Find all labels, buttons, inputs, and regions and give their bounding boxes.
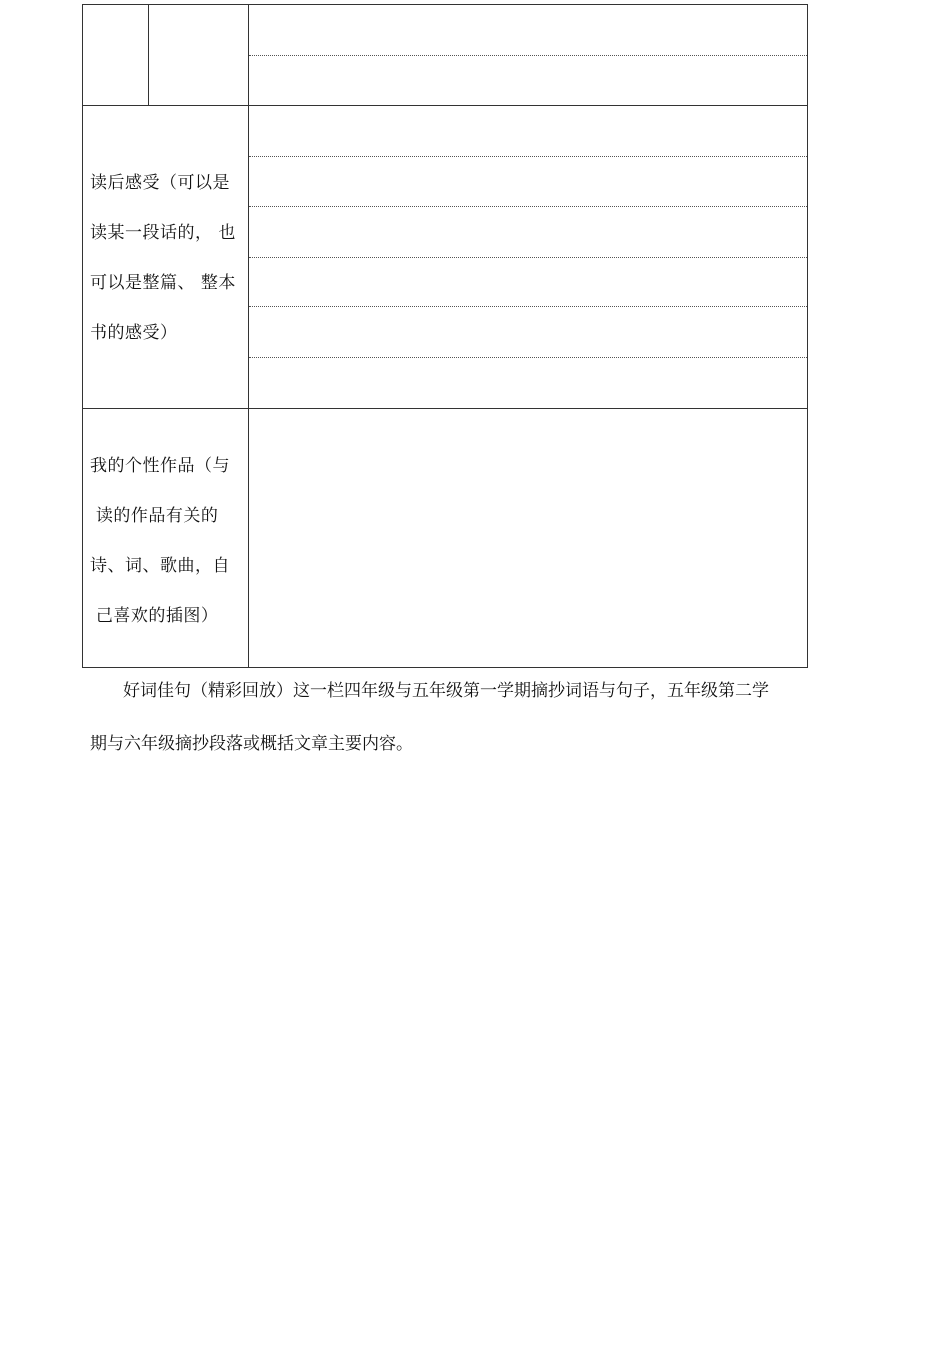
creative-work-label (90, 441, 230, 641)
table-left-border (82, 4, 83, 668)
creative-work-label-line: 读的作品有关的 (90, 506, 219, 526)
creative-work-label-line: 诗、词、歌曲，自 (90, 556, 230, 576)
reflection-label-line: 可以是整篇、 整本 (90, 273, 236, 293)
top-row-answer-area[interactable] (249, 5, 806, 104)
top-row-subdivider (148, 4, 149, 105)
table-bottom-border (82, 667, 808, 668)
creative-work-label-line: 己喜欢的插图） (90, 606, 219, 626)
reflection-label (90, 158, 236, 358)
reflection-label-line: 书的感受） (90, 323, 178, 343)
instruction-note-line-2: 期与六年级摘抄段落或概括文章主要内容。 (90, 734, 413, 754)
creative-work-answer-area[interactable] (249, 409, 806, 666)
table-right-border (807, 4, 808, 668)
reflection-answer-area[interactable] (249, 106, 806, 407)
instruction-note-line-1: 好词佳句（精彩回放）这一栏四年级与五年级第一学期摘抄词语与句子，五年级第二学 (123, 681, 769, 701)
reflection-label-line: 读后感受（可以是 (90, 173, 230, 193)
creative-work-label-line: 我的个性作品（与 (90, 456, 230, 476)
reflection-label-line: 读某一段话的， 也 (90, 223, 236, 243)
